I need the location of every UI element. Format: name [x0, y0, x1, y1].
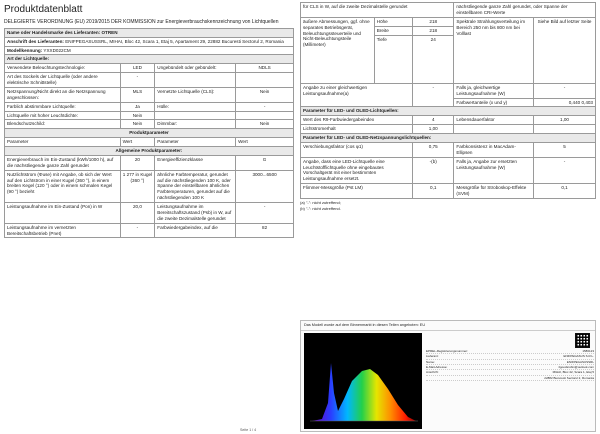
col-param-2: Parameter: [155, 138, 236, 147]
label-info: [426, 349, 594, 381]
net-row-value-2: 0,1: [534, 184, 596, 199]
right-table: [300, 2, 596, 199]
type-row-value: -: [120, 73, 155, 88]
dims-depth-value: 24: [413, 35, 454, 83]
net-header: Parameter für LED- und OLED-Netzspannungslichtquellen:: [301, 134, 596, 143]
type-row-value: MLS: [120, 87, 155, 102]
page-title: Produktdatenblatt: [4, 4, 83, 15]
param-row-label-2: Energieeffizienzklasse: [155, 155, 236, 170]
dims-height-value: 218: [413, 17, 454, 26]
param-row-value: 1 277 in Kugel (360 °): [120, 170, 155, 202]
net-row: [301, 157, 596, 184]
param-row-label-2: ähnliche Farbtemperatur, gerundet auf die nächstliegenden 100 K, oder Spanne der einstellbaren ähnlichen Farbtemperaturen, gerundet auf die nächstliegenden 100 K: [155, 170, 236, 202]
param-row-label: Energieverbrauch im Ein-Zustand (kWh/1000 h), auf die nächstliegende ganze Zahl gerundet: [5, 155, 121, 170]
general-header: Allgemeine Produktparameter:: [5, 147, 294, 156]
led-row-value-2: 1,00: [534, 116, 596, 125]
param-row-label: Nutzlichtstrom (Φuse) mit Angabe, ob sich der Wert auf den Lichtstrom in einer Kugel (360 °), in einem breiten Kegel (120 °) oder in einem schmalen Kegel (90 °) bezieht: [5, 170, 121, 202]
param-row-value-2: 3000...6500: [236, 170, 294, 202]
qr-code-icon: [575, 333, 590, 348]
type-row-param: Netzspannung/Nicht direkt an die Netzspannung angeschlossen:: [5, 87, 121, 102]
net-row-value: 0,1: [413, 184, 454, 199]
left-column: [4, 2, 294, 238]
dims-height-label: Höhe: [374, 17, 412, 26]
param-row-value-2: G: [236, 155, 294, 170]
label-info-key: Name:: [426, 359, 435, 364]
net-row: [301, 184, 596, 199]
top-row-param-2: nächstliegende ganze Zahl gerundet, oder Spanne der einstellbaren CRI-Werte: [454, 3, 596, 18]
net-row-label: Flimmer-Messgröße (Pst LM): [301, 184, 413, 199]
spectral-label: Spektrale Strahlungsverteilung im Bereich 250 nm bis 800 nm bei Volllast: [454, 17, 534, 83]
type-row-value-2: -: [236, 102, 294, 111]
net-row-label: Angabe, dass eine LED-Lichtquelle eine Leuchtstofflichtquelle ohne eingebautes Vorschaltgerät mit einer bestimmten Leistungsaufnahme ersetzt.: [301, 157, 413, 184]
param-row-label-2: Leistungsaufnahme im Bereitschaftszustand (Psb) in W, auf die zweite Dezimalstelle gerundet: [155, 203, 236, 224]
supplier-address: ENIFPEGASUSSRL, MIHAI, Bloc 42, Scara 1, Etaj 5, Apartament 29, 22882 Bucuresti Sectorul 2, Romania: [65, 38, 284, 44]
type-row: [5, 120, 294, 129]
led-row-value-2: [534, 125, 596, 134]
coord-value: 0,440 0,403: [534, 98, 596, 107]
label-info-value: ENIFPEGASUS S.R.L.: [563, 354, 594, 359]
params-header: Produktparameter: [5, 129, 294, 138]
net-row-value: -(b): [413, 157, 454, 184]
spectral-value: Siehe Bild auf letzter Seite: [534, 17, 596, 83]
label-info-key: E-Mail-Adresse:: [426, 365, 448, 370]
param-row-value: -: [120, 223, 155, 238]
net-row: [301, 142, 596, 157]
col-param-1: Parameter: [5, 138, 121, 147]
footnote-b: (b) "-": nicht zutreffend.: [300, 205, 341, 211]
net-row-label-2: Messgröße für Stroboskop-Effekte (SVM): [454, 184, 534, 199]
param-row: [5, 223, 294, 238]
supplier-name: Name oder Handelsmarke des Lieferanten: OTREN: [5, 28, 294, 37]
label-info-value: MIHAI, Bloc 42, Scara 1, Etaj 5: [552, 370, 594, 375]
dims-width-label: Breite: [374, 26, 412, 35]
coord-label: Farbwertanteile (x und y): [454, 98, 534, 107]
led-row: [301, 125, 596, 134]
type-header: Art der Lichtquelle:: [5, 55, 294, 64]
type-row-value-2: [236, 73, 294, 88]
energy-label-preview: [300, 320, 596, 432]
regulation-subtitle: DELEGIERTE VERORDNUNG (EU) 2019/2015 DER KOMMISSION zur Energieverbrauchskennzeichnung von Lichtquellen: [4, 18, 279, 25]
label-info-value: ENIFPEGASUSSRL: [566, 359, 594, 364]
led-header: Parameter für LED- und OLED-Lichtquellen:: [301, 107, 596, 116]
type-row-value-2: Nein: [236, 120, 294, 129]
type-row-value: Nein: [120, 111, 155, 120]
label-info-value: 22882 Bucuresti Sectorul 2, Romania: [544, 375, 594, 380]
page-number: Seite 1 / 4: [240, 428, 257, 432]
supplier-table: [4, 28, 294, 239]
type-row-param: Art des Sockels der Lichtquelle (oder andere elektrische Schnittstelle): [5, 73, 121, 88]
param-row-value: 20,0: [120, 203, 155, 224]
param-row-label-2: Farbwiedergabeindex, auf die: [155, 223, 236, 238]
dims-label: äußere Abmessungen, ggf. ohne separates Betriebsgerät, Beleuchtungssteuerteile und Nicht-Beleuchtungsteile (Millimeter): [301, 17, 375, 83]
type-row-value-2: NDLS: [236, 64, 294, 73]
param-row-label: Leistungsaufnahme im vernetzten Bereitschaftsbetrieb (Pnet): [5, 223, 121, 238]
col-value-1: Wert: [120, 138, 155, 147]
label-info-key: EPREL-Registrierungsnummer:: [426, 349, 469, 353]
top-row-param: für CLS in W, auf die zweite Dezimalstelle gerundet: [301, 3, 454, 18]
param-row-value-2: -: [236, 203, 294, 224]
type-row-value: Ja: [120, 102, 155, 111]
led-row-label-2: Lebensdauerfaktor: [454, 116, 534, 125]
model-id: YXXD022CM: [43, 47, 71, 53]
net-row-label: Verschiebungsfaktor (cos φ1): [301, 142, 413, 157]
model-cell: [5, 46, 294, 55]
chroma-value: -: [534, 83, 596, 98]
label-info-row: [426, 376, 594, 381]
dims-depth-label: Tiefe: [374, 35, 412, 83]
supplier-address-label: Anschrift des Lieferanten:: [7, 38, 64, 44]
param-row: [5, 170, 294, 202]
led-row-label: Wert des R9-Farbwiedergabeindex: [301, 116, 413, 125]
led-row-label-2: [454, 125, 534, 134]
type-row-value: Nein: [120, 120, 155, 129]
supplier-address-cell: [5, 37, 294, 46]
net-row-label-2: Falls ja, Angabe zur ersetzten Leistungsaufnahme (W): [454, 157, 534, 184]
type-row-param: Lichtquelle mit hoher Leuchtdichte:: [5, 111, 121, 120]
param-row-label: Leistungsaufnahme im Ein-Zustand (Pon) in W: [5, 203, 121, 224]
spectrum-chart: [304, 333, 422, 429]
type-row-param: Blendschutzschild:: [5, 120, 121, 129]
dims-width-value: 218: [413, 26, 454, 35]
type-row-param-2: Dimmbar:: [155, 120, 236, 129]
type-row-param-2: Hülle:: [155, 102, 236, 111]
type-row: [5, 102, 294, 111]
chroma-label: Falls ja, gleichwertige Leistungsaufnahme (W): [454, 83, 534, 98]
equiv-label: Angabe zu einer gleichwertigen Leistungsaufnahme(a): [301, 83, 413, 107]
label-info-value: 1586123: [582, 349, 594, 353]
type-row-value-2: Nein: [236, 87, 294, 102]
type-row-value: LED: [120, 64, 155, 73]
equiv-value: -: [413, 83, 454, 107]
type-row-param: Verwendete Beleuchtungstechnologie:: [5, 64, 121, 73]
type-row-param-2: Ungebündelt oder gebündelt:: [155, 64, 236, 73]
label-info-key: Lieferant:: [426, 354, 439, 359]
model-label: Modellkennung:: [7, 47, 43, 53]
footnote-a: (a) "-": nicht zutreffend;: [300, 199, 341, 205]
param-row: [5, 155, 294, 170]
type-row: [5, 87, 294, 102]
label-header: Das Modell wurde auf dem Binnenmarkt in diesen Teilen angeboten: EU: [301, 321, 595, 331]
param-row-value: 20: [120, 155, 155, 170]
label-info-key: Anschrift:: [426, 370, 439, 375]
led-row-value: 1,00: [413, 125, 454, 134]
type-row-param-2: [155, 73, 236, 88]
right-column: [300, 2, 596, 211]
type-row-value-2: [236, 111, 294, 120]
led-row-value: 4: [413, 116, 454, 125]
param-row-value-2: 82: [236, 223, 294, 238]
label-info-value: ilgoodsrubin@outlook.com: [558, 365, 594, 370]
net-row-value-2: -: [534, 157, 596, 184]
type-row: [5, 64, 294, 73]
col-value-2: Wert: [236, 138, 294, 147]
net-row-value-2: 5: [534, 142, 596, 157]
led-row: [301, 116, 596, 125]
type-row-param-2: Vernetzte Lichtquelle (CLS):: [155, 87, 236, 102]
type-row: [5, 73, 294, 88]
led-row-label: Lichtstromerhalt: [301, 125, 413, 134]
net-row-label-2: Farbkonsistenz in MacAdam-Ellipsen: [454, 142, 534, 157]
type-row-param: Farblich abstimmbare Lichtquelle:: [5, 102, 121, 111]
type-row-param-2: [155, 111, 236, 120]
param-row: [5, 203, 294, 224]
net-row-value: 0,75: [413, 142, 454, 157]
type-row: [5, 111, 294, 120]
